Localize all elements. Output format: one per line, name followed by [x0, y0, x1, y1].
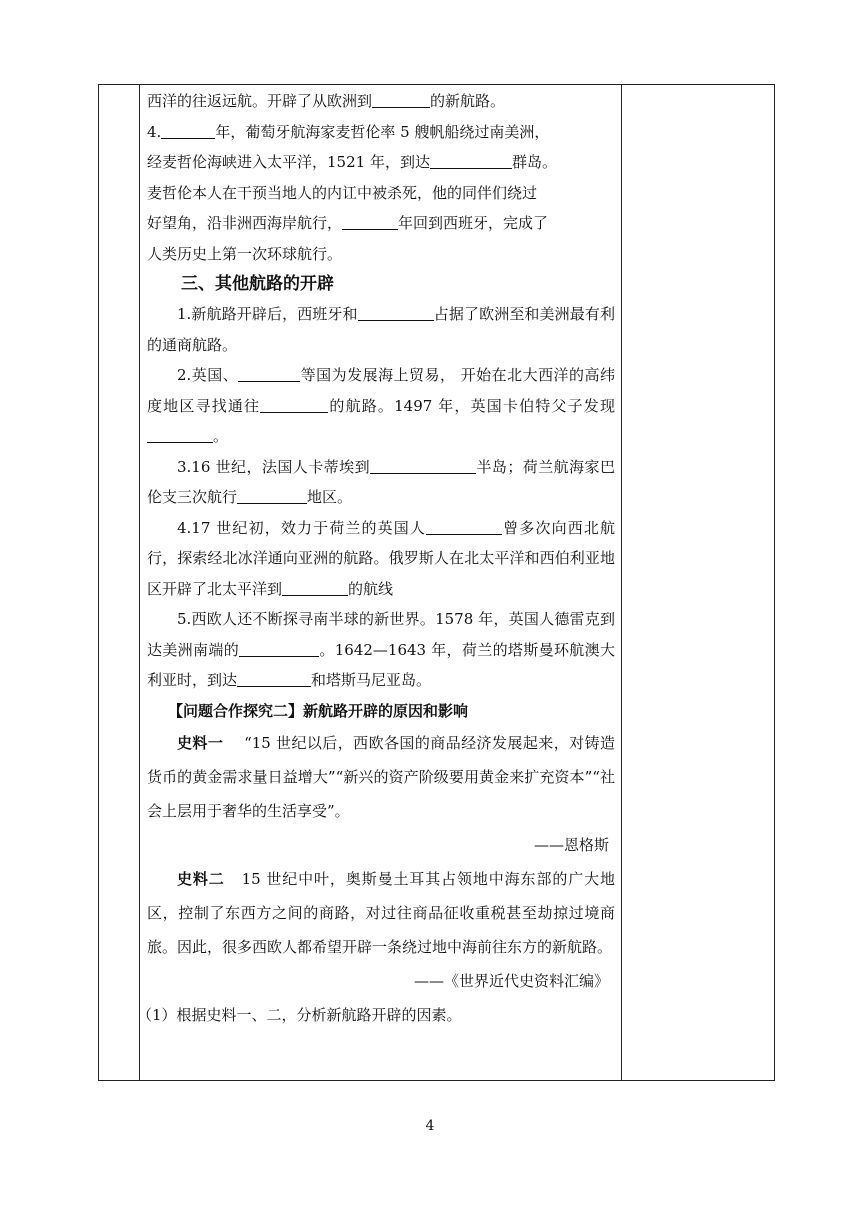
- text-line: 人类历史上第一次环球航行。: [147, 244, 343, 263]
- source-2-attribution: ——《世界近代史资料汇编》: [413, 971, 609, 990]
- fill-blank[interactable]: [370, 455, 476, 474]
- fill-blank[interactable]: [161, 120, 215, 139]
- fill-blank[interactable]: [237, 485, 307, 504]
- paragraph-2: 2.英国、 等国为发展海上贸易， 开始在北大西洋的高纬度地区寻找通往 的航路。1497 年，英国卡伯特父子发现。: [147, 360, 615, 452]
- source-2-label: 史料二: [177, 869, 225, 888]
- fill-blank[interactable]: [430, 150, 512, 169]
- source-1-label: 史料一: [177, 733, 224, 752]
- source-1-attribution: ——恩格斯: [533, 835, 609, 854]
- source-2: 史料二 15 世纪中叶，奥斯曼土耳其占领地中海东部的广大地区，控制了东西方之间的商路，对过往商品征收重税甚至劫掠过境商旅。因此，很多西欧人都希望开辟一条绕过地中海前往东方的新航路。: [147, 869, 615, 956]
- fill-blank[interactable]: [239, 638, 319, 657]
- main-content-cell: [137, 86, 615, 1032]
- text-line: 好望角，沿非洲西海岸航行， 年回到西班牙，完成了: [147, 208, 615, 239]
- fill-blank[interactable]: [260, 394, 328, 413]
- source-1: 史料一 “15 世纪以后，西欧各国的商品经济发展起来，对铸造货币的黄金需求量日益增大”“新兴的资产阶级要用黄金来扩充资本”“社会上层用于奢华的生活享受”。: [147, 733, 615, 820]
- text-line: 麦哲伦本人在干预当地人的内讧中被杀死，他的同伴们绕过: [147, 183, 538, 202]
- section-heading: 三、其他航路的开辟: [181, 274, 334, 294]
- fill-blank[interactable]: [426, 516, 502, 535]
- fill-blank[interactable]: [238, 363, 300, 382]
- paragraph-4: 4.17 世纪初，效力于荷兰的英国人 曾多次向西北航行，探索经北冰洋通向亚洲的航路。俄罗斯人在北太平洋和西伯利亚地区开辟了北太平洋到 的航线: [147, 513, 615, 605]
- fill-blank[interactable]: [358, 302, 434, 321]
- table-divider-right: [621, 85, 622, 1080]
- page-number: 4: [425, 1118, 435, 1134]
- text-line: 4. 年，葡萄牙航海家麦哲伦率 5 艘帆船绕过南美洲，: [147, 117, 615, 148]
- inquiry-heading: 【问题合作探究二】新航路开辟的原因和影响: [168, 701, 469, 720]
- paragraph-5: 5.西欧人还不断探寻南半球的新世界。1578 年，英国人德雷克到达美洲南端的 。1642—1643 年，荷兰的塔斯曼环航澳大利亚时，到达 和塔斯马尼亚岛。: [147, 610, 615, 689]
- question-1: （1）根据史料一、二，分析新航路开辟的因素。: [137, 1005, 462, 1024]
- paragraph-3: 3.16 世纪，法国人卡蒂埃到 半岛；荷兰航海家巴伦支三次航行 地区。: [147, 452, 615, 513]
- text-line: 西洋的往返远航。开辟了从欧洲到 的新航路。: [147, 86, 615, 117]
- table-divider-left: [139, 85, 140, 1080]
- paragraph-1: 1.新航路开辟后，西班牙和 占据了欧洲至和美洲最有利的通商航路。: [147, 299, 615, 360]
- fill-blank[interactable]: [282, 577, 348, 596]
- fill-blank[interactable]: [237, 668, 311, 687]
- fill-blank[interactable]: [147, 424, 213, 443]
- fill-blank[interactable]: [342, 211, 398, 230]
- text-line: 经麦哲伦海峡进入太平洋，1521 年，到达 群岛。: [147, 147, 615, 178]
- fill-blank[interactable]: [372, 89, 430, 108]
